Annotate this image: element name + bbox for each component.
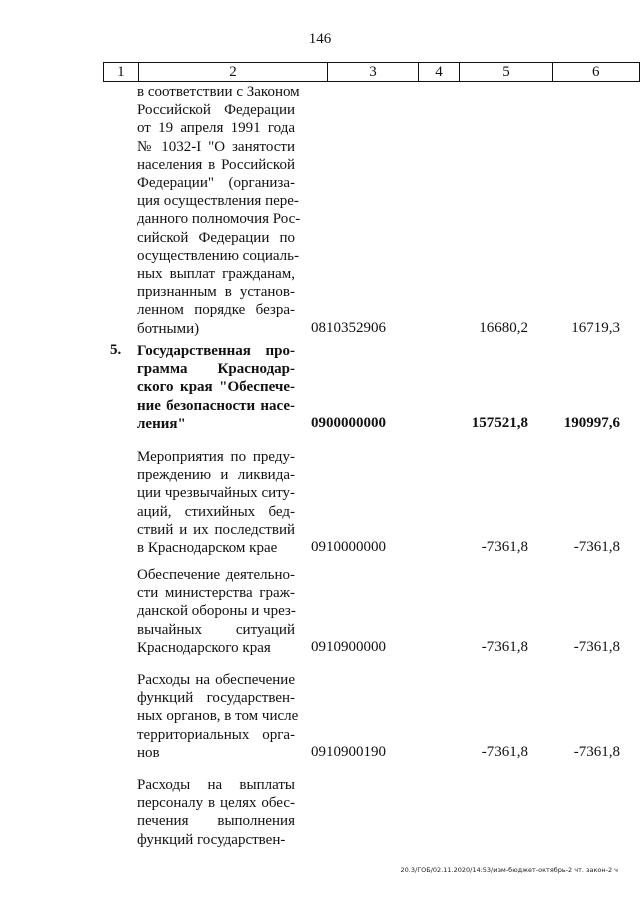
row-description <box>137 566 295 657</box>
description-line: ных органов, в том числе <box>137 708 299 725</box>
amount-column-5: -7361,8 <box>481 638 528 655</box>
page-number: 146 <box>308 31 332 47</box>
description-line: осуществлению социаль- <box>137 247 299 264</box>
description-line: сийской Федерации по <box>137 229 295 246</box>
description-line: территориальных орга- <box>137 726 295 743</box>
amount-column-5: -7361,8 <box>481 743 528 760</box>
description-line: ция осуществления пере- <box>137 193 299 210</box>
description-line: населения в Российской <box>137 156 295 173</box>
description-line: персоналу в целях обес- <box>137 795 295 812</box>
description-line: ции чрезвычайных ситу- <box>137 485 295 502</box>
amount-column-5: -7361,8 <box>481 539 528 555</box>
column-header-table <box>103 62 640 82</box>
column-header-4: 4 <box>418 63 460 82</box>
amount-column-6: 16719,3 <box>571 319 620 336</box>
column-header-2: 2 <box>138 63 328 82</box>
description-line: нов <box>137 744 160 761</box>
description-line: Расходы на обеспечение <box>137 672 295 688</box>
row-description <box>137 671 299 762</box>
description-line: № 1032-I "О занятости <box>137 138 295 155</box>
description-line: аций, стихийных бед- <box>137 503 295 520</box>
row-description <box>137 342 295 433</box>
row-description <box>137 776 295 849</box>
row-description <box>137 448 295 557</box>
description-line: от 19 апреля 1991 года <box>137 120 295 137</box>
description-line: признанным в установ- <box>137 284 295 301</box>
description-line: данного полномочия Рос- <box>137 211 301 228</box>
description-line: ние безопасности насе- <box>137 397 295 414</box>
description-line: преждению и ликвида- <box>137 467 295 484</box>
amount-column-5: 16680,2 <box>479 319 528 336</box>
description-line: ского края "Обеспече- <box>137 379 295 396</box>
description-line: в соответствии с Законом <box>137 84 300 100</box>
column-header-5: 5 <box>460 63 552 82</box>
amount-column-6: 190997,6 <box>563 414 620 431</box>
description-line: ленном порядке безра- <box>137 302 295 319</box>
description-line: ботными) <box>137 320 200 337</box>
target-code: 0900000000 <box>311 414 386 431</box>
description-line: вычайных ситуаций <box>137 621 295 638</box>
row-number: 5. <box>110 342 122 358</box>
description-line: Обеспечение деятельно- <box>137 567 295 583</box>
amount-column-6: -7361,8 <box>573 539 620 555</box>
amount-column-6: -7361,8 <box>573 743 620 760</box>
column-header-6: 6 <box>552 63 639 82</box>
document-footer: 20.3/ГОБ/02.11.2020/14:53/изм-бюджет-октябрь-2 чт. закон-2 ч <box>400 866 618 874</box>
amount-column-5: 157521,8 <box>471 414 528 431</box>
description-line: данской обороны и чрез- <box>137 603 296 620</box>
description-line: Государственная про- <box>137 343 295 359</box>
target-code: 0910900190 <box>311 743 386 760</box>
description-line: ных выплат гражданам, <box>137 266 295 283</box>
description-line: Федерации" (организа- <box>137 175 295 192</box>
description-line: Расходы на выплаты <box>137 777 295 793</box>
description-line: ствий и их последствий <box>137 521 295 538</box>
column-header-3: 3 <box>328 63 418 82</box>
description-line: в Краснодарском крае <box>137 540 278 557</box>
description-line: сти министерства граж- <box>137 585 295 602</box>
amount-column-6: -7361,8 <box>573 638 620 655</box>
description-line: Краснодарского края <box>137 639 271 656</box>
row-description <box>137 83 301 338</box>
target-code: 0910000000 <box>311 539 386 555</box>
description-line: Российской Федерации <box>137 102 295 119</box>
description-line: функций государствен- <box>137 690 295 707</box>
description-line: грамма Краснодар- <box>137 361 295 378</box>
description-line: функций государствен- <box>137 831 286 848</box>
target-code: 0910900000 <box>311 638 386 655</box>
description-line: ления" <box>137 415 186 432</box>
description-line: печения выполнения <box>137 813 295 830</box>
description-line: Мероприятия по преду- <box>137 449 295 465</box>
column-header-1: 1 <box>104 63 139 82</box>
target-code: 0810352906 <box>311 319 386 336</box>
